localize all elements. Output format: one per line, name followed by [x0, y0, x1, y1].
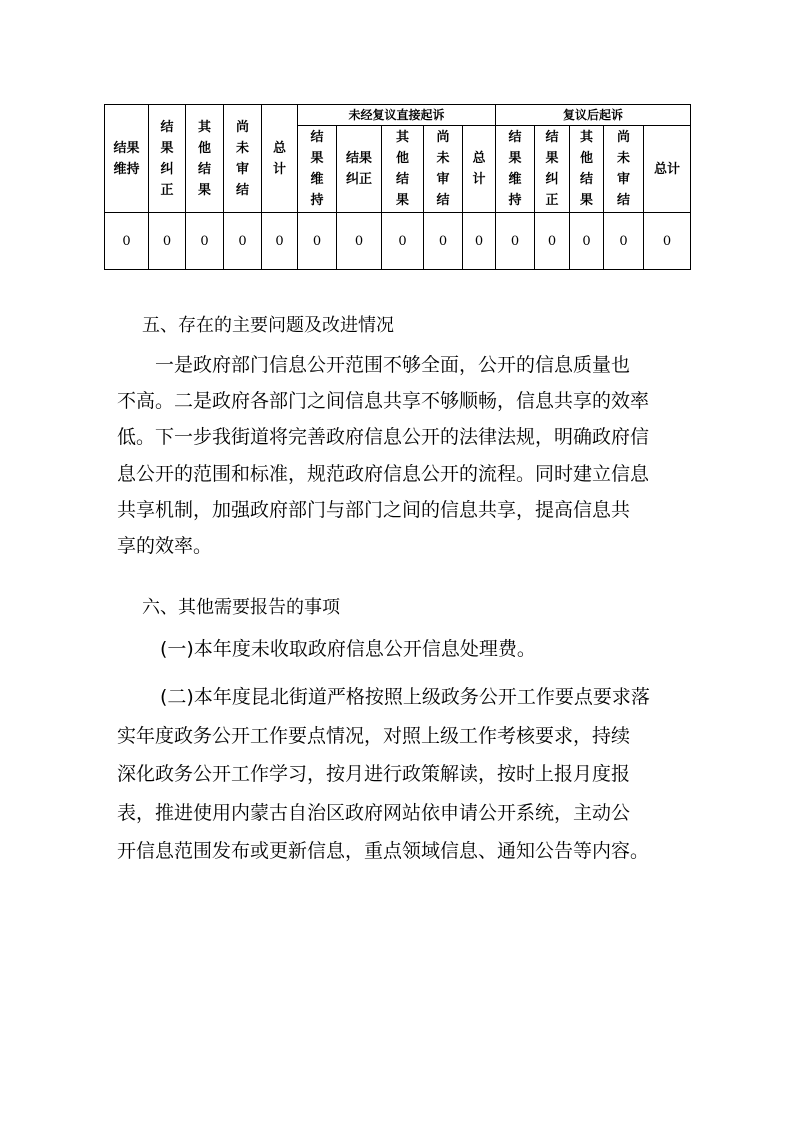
paragraph-line: 共享机制，加强政府部门与部门之间的信息共享，提高信息共	[117, 498, 631, 521]
value-cell: 0	[570, 213, 604, 270]
value-cell: 0	[535, 213, 570, 270]
header-cell: 结果维持	[105, 105, 149, 213]
paragraph-line: 开信息范围发布或更新信息，重点领域信息、通知公告等内容。	[117, 840, 650, 862]
value-cell: 0	[224, 213, 262, 270]
header-cell: 其他结果	[186, 105, 224, 213]
lawsuit-stats-table	[104, 104, 691, 270]
value-cell: 0	[105, 213, 149, 270]
paragraph-line: 实年度政务公开工作要点情况，对照上级工作考核要求，持续	[117, 724, 631, 747]
group-header-direct-lawsuit: 未经复议直接起诉	[298, 105, 496, 126]
paragraph-line: 表，推进使用内蒙古自治区政府网站依申请公开系统，主动公	[117, 801, 631, 824]
paragraph-line: 不高。二是政府各部门之间信息共享不够顺畅，信息共享的效率	[117, 390, 650, 413]
section-5-paragraph	[117, 347, 677, 564]
section-5-heading: 五、存在的主要问题及改进情况	[142, 315, 394, 336]
section-6-item-2	[117, 678, 677, 871]
section-6-heading: 六、其他需要报告的事项	[142, 597, 340, 618]
paragraph-line: 享的效率。	[117, 535, 213, 558]
header-cell: 其他结果	[570, 126, 604, 213]
header-cell: 结果维持	[298, 126, 337, 213]
header-cell: 其他结果	[382, 126, 424, 213]
header-cell: 结果纠正	[535, 126, 570, 213]
value-cell: 0	[496, 213, 535, 270]
value-cell: 0	[149, 213, 186, 270]
paragraph-line: (二)本年度昆北街道严格按照上级政务公开工作要点要求落	[160, 686, 650, 708]
header-cell: 总计	[644, 126, 691, 213]
header-cell: 总计	[463, 126, 496, 213]
paragraph-line: 一是政府部门信息公开范围不够全面，公开的信息质量也	[155, 354, 631, 376]
header-cell: 结果纠正	[149, 105, 186, 213]
header-cell: 尚未审结	[604, 126, 644, 213]
header-cell: 结果维持	[496, 126, 535, 213]
value-cell: 0	[604, 213, 644, 270]
paragraph-line: 低。下一步我街道将完善政府信息公开的法律法规，明确政府信	[117, 426, 650, 449]
paragraph-line: 深化政务公开工作学习，按月进行政策解读，按时上报月度报	[117, 763, 631, 785]
header-cell: 结果纠正	[337, 126, 382, 213]
header-cell: 尚未审结	[224, 105, 262, 213]
value-cell: 0	[424, 213, 463, 270]
value-cell: 0	[463, 213, 496, 270]
value-cell: 0	[644, 213, 691, 270]
value-cell: 0	[337, 213, 382, 270]
paragraph-line: 息公开的范围和标准，规范政府信息公开的流程。同时建立信息	[117, 462, 650, 485]
header-cell: 尚未审结	[424, 126, 463, 213]
header-cell: 总计	[262, 105, 298, 213]
value-cell: 0	[186, 213, 224, 270]
value-cell: 0	[298, 213, 337, 270]
group-header-after-review-lawsuit: 复议后起诉	[496, 105, 691, 126]
section-6-item-1: (一)本年度未收取政府信息公开信息处理费。	[160, 638, 536, 660]
value-cell: 0	[382, 213, 424, 270]
value-cell: 0	[262, 213, 298, 270]
